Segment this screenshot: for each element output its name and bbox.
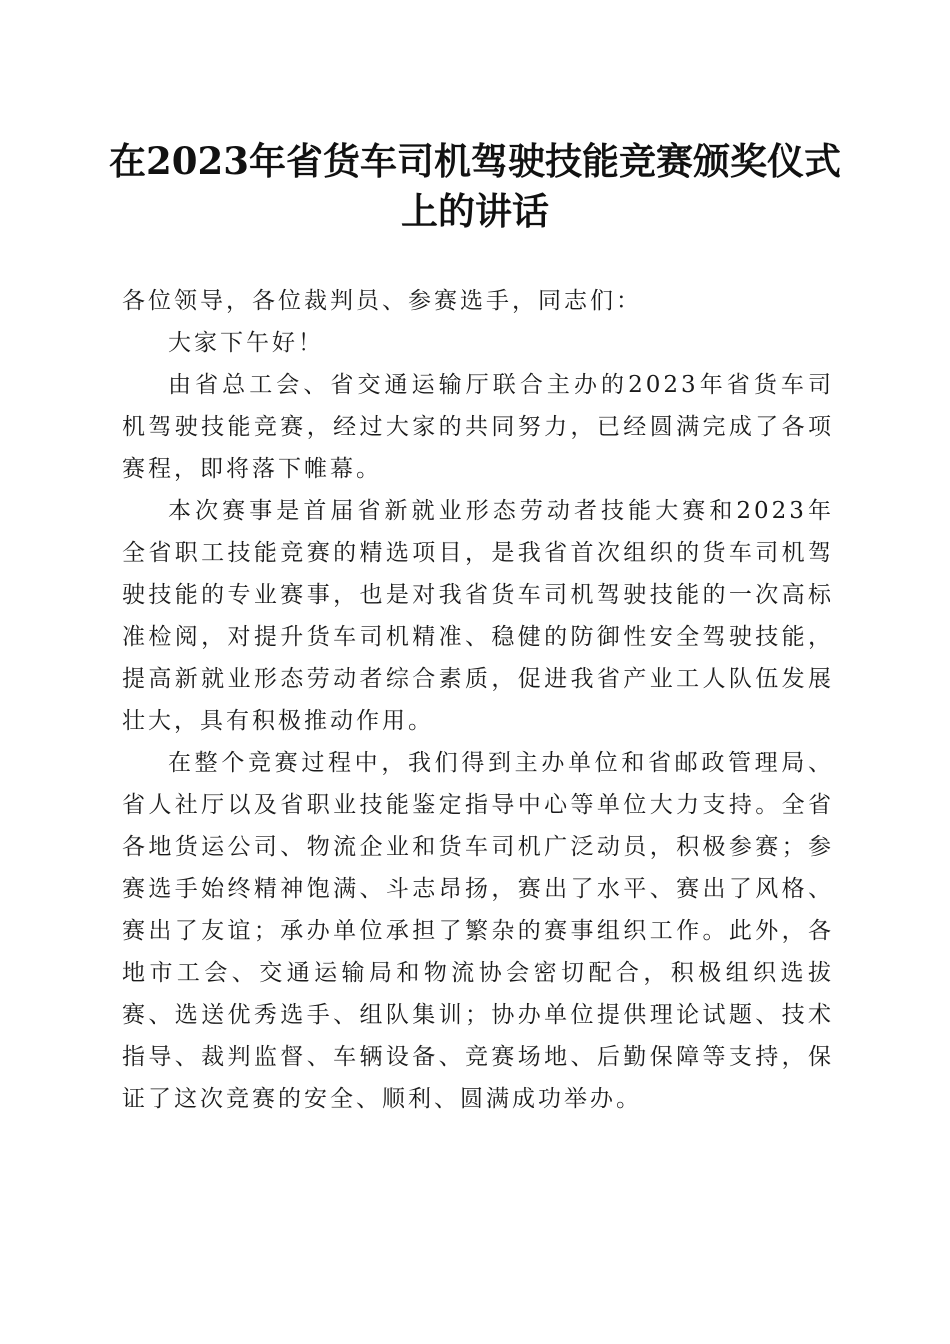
document-title bbox=[100, 136, 850, 236]
title-line-1: 在2023年省货车司机驾驶技能竞赛颁奖仪式 bbox=[109, 139, 841, 183]
paragraph: 由省总工会、省交通运输厅联合主办的2023年省货车司机驾驶技能竞赛，经过大家的共同努力，已经圆满完成了各项赛程，即将落下帷幕。 bbox=[122, 372, 834, 482]
title-line-2: 上的讲话 bbox=[401, 189, 549, 233]
paragraph-greeting: 大家下午好！ bbox=[168, 330, 324, 356]
speech-body bbox=[122, 280, 834, 1120]
paragraph: 在整个竞赛过程中，我们得到主办单位和省邮政管理局、省人社厅以及省职业技能鉴定指导中心等单位大力支持。全省各地货运公司、物流企业和货车司机广泛动员，积极参赛；参赛选手始终精神饱满、斗志昂扬，赛出了水平、赛出了风格、赛出了友谊；承办单位承担了繁杂的赛事组织工作。此外，各地市工会、交通运输局和物流协会密切配合，积极组织选拔赛、选送优秀选手、组队集训；协办单位提供理论试题、技术指导、裁判监督、车辆设备、竞赛场地、后勤保障等支持，保证了这次竞赛的安全、顺利、圆满成功举办。 bbox=[122, 750, 834, 1112]
salutation: 各位领导，各位裁判员、参赛选手，同志们： bbox=[122, 288, 642, 314]
paragraph: 本次赛事是首届省新就业形态劳动者技能大赛和2023年全省职工技能竞赛的精选项目，是我省首次组织的货车司机驾驶技能的专业赛事，也是对我省货车司机驾驶技能的一次高标准检阅，对提升货车司机精准、稳健的防御性安全驾驶技能，提高新就业形态劳动者综合素质，促进我省产业工人队伍发展壮大，具有积极推动作用。 bbox=[122, 498, 834, 734]
